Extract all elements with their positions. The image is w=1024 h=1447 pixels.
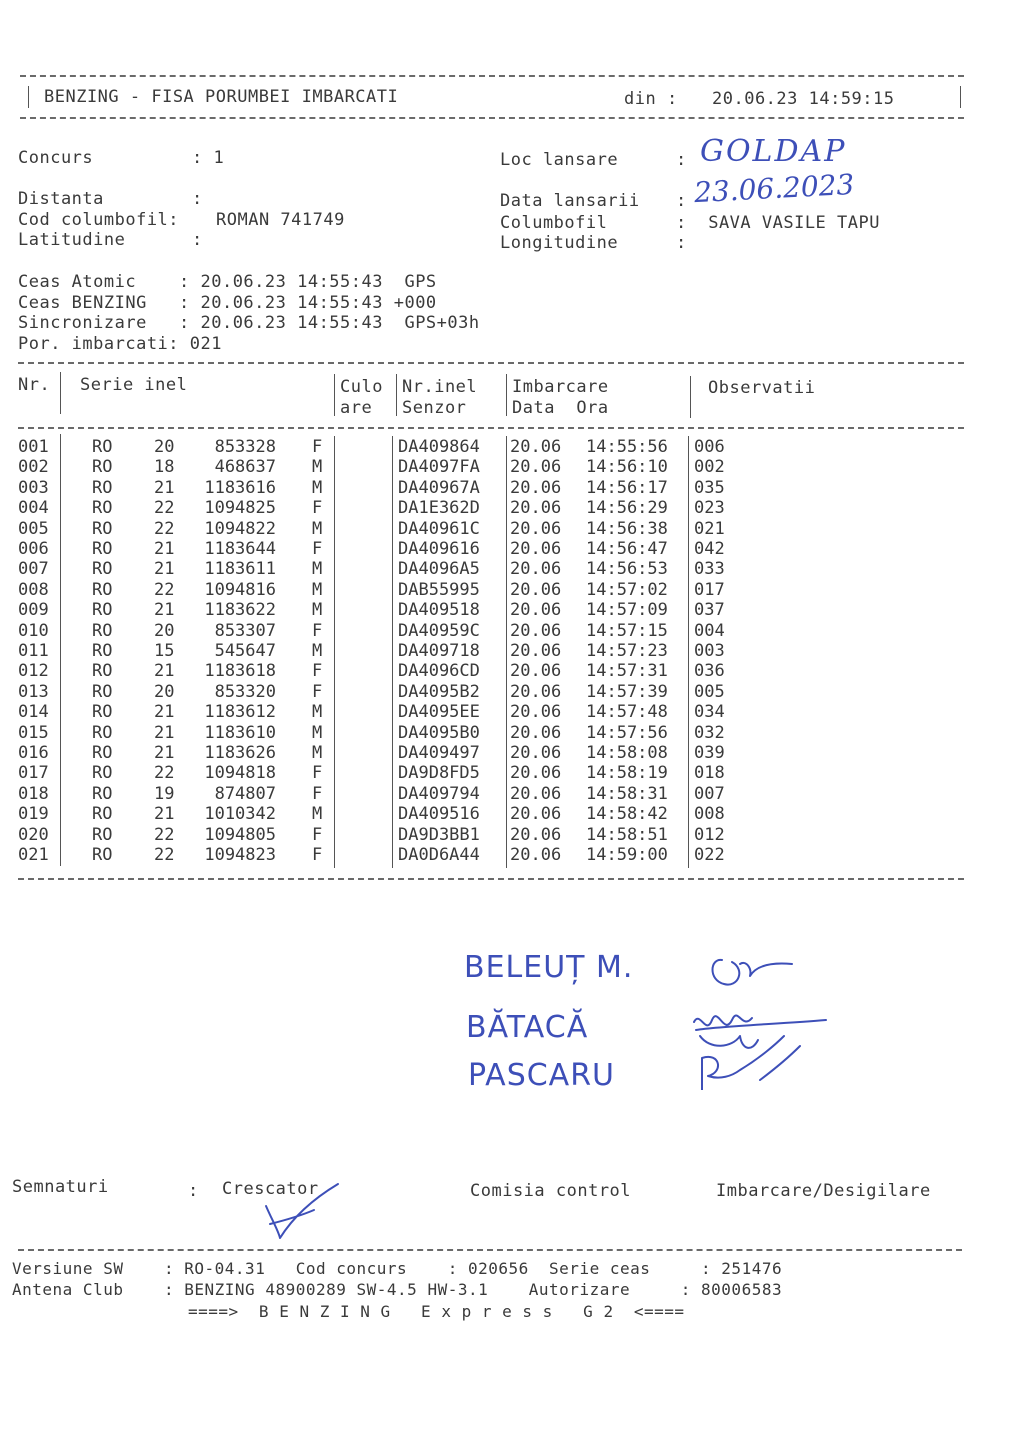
- document-title: BENZING - FISA PORUMBEI IMBARCATI: [44, 87, 399, 107]
- col-header-nrinel-1: Nr.inel: [402, 377, 478, 397]
- data-lansarii-label: Data lansarii: [500, 191, 640, 211]
- cell-observatii: 012: [694, 824, 725, 845]
- cell-nr: 002: [18, 457, 49, 478]
- cell-ring: 1094822: [204, 518, 276, 539]
- cell-sensor: DA409616: [398, 539, 480, 559]
- cell-date: 20.06: [510, 804, 562, 825]
- cell-sex: F: [312, 783, 323, 804]
- cell-year: 22: [154, 498, 175, 519]
- cell-observatii: 004: [694, 620, 725, 641]
- cell-date: 20.06: [510, 661, 562, 682]
- commission-signatures: [680, 940, 840, 1090]
- cell-nr: 017: [18, 763, 49, 784]
- cell-sex: F: [312, 845, 323, 865]
- table-row: [0, 845, 1024, 865]
- cell-year: 22: [154, 763, 175, 784]
- cell-sensor: DA409718: [398, 641, 480, 661]
- cell-year: 21: [154, 477, 175, 498]
- table-bottom-dashed-line: [18, 878, 964, 880]
- cell-country: RO: [92, 681, 113, 702]
- cell-nr: 013: [18, 681, 49, 702]
- cell-country: RO: [92, 641, 113, 661]
- cell-observatii: 003: [694, 641, 725, 661]
- cell-country: RO: [92, 702, 113, 723]
- din-label: din :: [624, 89, 678, 109]
- header-sep-4: [506, 374, 507, 416]
- cell-ring: 1183612: [204, 702, 276, 723]
- cell-sex: M: [312, 702, 323, 723]
- cell-ring: 874807: [214, 783, 276, 804]
- header-right-bar: [960, 86, 961, 108]
- cell-country: RO: [92, 518, 113, 539]
- cell-sensor: DA4095B0: [398, 722, 480, 743]
- header-sep-2: [334, 374, 335, 416]
- columbofil-value: : SAVA VASILE TAPU: [676, 213, 880, 233]
- cell-nr: 010: [18, 620, 49, 641]
- cell-year: 20: [154, 437, 175, 457]
- cell-time: 14:56:17: [586, 477, 668, 498]
- footer-dashed-line: [18, 1249, 962, 1251]
- cell-year: 22: [154, 824, 175, 845]
- cell-sex: F: [312, 763, 323, 784]
- header-sep-5: [690, 376, 691, 418]
- footer-line-1: Versiune SW : RO-04.31 Cod concurs : 020656 Serie ceas : 251476: [12, 1259, 783, 1278]
- cell-ring: 1183616: [204, 477, 276, 498]
- loc-lansare-label: Loc lansare: [500, 150, 619, 170]
- cell-nr: 012: [18, 661, 49, 682]
- cell-sensor: DA409497: [398, 743, 480, 763]
- cell-sex: F: [312, 437, 323, 457]
- loc-lansare-handwritten: GOLDAP: [700, 134, 847, 169]
- cell-country: RO: [92, 824, 113, 845]
- concurs-label: Concurs: [18, 148, 94, 168]
- data-lansarii-handwritten: 23.06.2023: [693, 167, 856, 210]
- cell-date: 20.06: [510, 620, 562, 641]
- cell-sex: F: [312, 620, 323, 641]
- table-row: [0, 519, 1024, 539]
- cell-ring: 853307: [214, 620, 276, 641]
- cell-sensor: DA40959C: [398, 620, 480, 641]
- col-header-imbarcare-2: Data Ora: [512, 398, 609, 418]
- cell-date: 20.06: [510, 498, 562, 519]
- cell-sensor: DA1E362D: [398, 498, 480, 519]
- cell-observatii: 002: [694, 457, 725, 478]
- cell-sensor: DA409516: [398, 804, 480, 825]
- col-header-observatii: Observatii: [708, 378, 816, 398]
- cell-time: 14:57:15: [586, 620, 668, 641]
- cell-year: 22: [154, 845, 175, 865]
- cell-observatii: 005: [694, 681, 725, 702]
- table-row: [0, 437, 1024, 457]
- cell-sex: M: [312, 804, 323, 825]
- cell-date: 20.06: [510, 457, 562, 478]
- concurs-value: : 1: [192, 148, 225, 168]
- col-header-serie: Serie inel: [80, 375, 188, 395]
- col-header-imbarcare-1: Imbarcare: [512, 377, 609, 397]
- cell-country: RO: [92, 498, 113, 519]
- cell-country: RO: [92, 539, 113, 559]
- cell-time: 14:58:51: [586, 824, 668, 845]
- table-row: [0, 804, 1024, 824]
- cell-observatii: 022: [694, 845, 725, 865]
- cell-year: 20: [154, 620, 175, 641]
- cell-country: RO: [92, 620, 113, 641]
- cell-country: RO: [92, 743, 113, 763]
- cell-ring: 1183626: [204, 743, 276, 763]
- cell-ring: 1183610: [204, 722, 276, 743]
- cell-year: 21: [154, 722, 175, 743]
- handwritten-name-2: BĂTACĂ: [466, 1010, 589, 1045]
- cell-time: 14:56:29: [586, 498, 668, 519]
- header-bottom-dashed-line: [20, 117, 964, 119]
- table-row: [0, 478, 1024, 498]
- cell-sex: F: [312, 681, 323, 702]
- cell-country: RO: [92, 845, 113, 865]
- cell-nr: 019: [18, 804, 49, 825]
- table-top-dashed-line: [18, 362, 964, 364]
- cell-time: 14:57:09: [586, 600, 668, 621]
- col-header-nr: Nr.: [18, 375, 51, 395]
- cell-country: RO: [92, 763, 113, 784]
- cell-observatii: 039: [694, 743, 725, 763]
- cell-observatii: 032: [694, 722, 725, 743]
- cell-time: 14:58:19: [586, 763, 668, 784]
- cell-date: 20.06: [510, 477, 562, 498]
- table-row: [0, 825, 1024, 845]
- cell-observatii: 034: [694, 702, 725, 723]
- cell-observatii: 007: [694, 783, 725, 804]
- cell-time: 14:56:47: [586, 539, 668, 559]
- cell-year: 21: [154, 539, 175, 559]
- imbarcare-desigilare-label: Imbarcare/Desigilare: [716, 1181, 931, 1201]
- cell-nr: 008: [18, 579, 49, 600]
- cell-sensor: DA4096A5: [398, 559, 480, 580]
- longitudine-label: Longitudine: [500, 233, 619, 253]
- header-left-bar: [28, 86, 29, 108]
- cell-country: RO: [92, 457, 113, 478]
- cell-observatii: 036: [694, 661, 725, 682]
- cell-sensor: DA4096CD: [398, 661, 480, 682]
- cell-observatii: 006: [694, 437, 725, 457]
- latitudine-label: Latitudine: [18, 230, 126, 250]
- cell-nr: 009: [18, 600, 49, 621]
- cell-observatii: 017: [694, 579, 725, 600]
- cell-year: 21: [154, 702, 175, 723]
- din-timestamp: 20.06.23 14:59:15: [712, 89, 895, 109]
- cell-time: 14:57:39: [586, 681, 668, 702]
- header-sep-3: [396, 374, 397, 416]
- sincronizare-line: Sincronizare : 20.06.23 14:55:43 GPS+03h: [18, 313, 480, 333]
- cell-sensor: DAB55995: [398, 579, 480, 600]
- top-dashed-line: [20, 75, 964, 77]
- cell-time: 14:57:23: [586, 641, 668, 661]
- cell-nr: 016: [18, 743, 49, 763]
- distanta-value: :: [192, 189, 203, 209]
- cell-ring: 853328: [214, 437, 276, 457]
- cell-time: 14:57:56: [586, 722, 668, 743]
- cell-ring: 1094816: [204, 579, 276, 600]
- table-row: [0, 784, 1024, 804]
- table-row: [0, 641, 1024, 661]
- table-row: [0, 457, 1024, 477]
- cell-sex: F: [312, 539, 323, 559]
- cell-observatii: 033: [694, 559, 725, 580]
- cell-country: RO: [92, 804, 113, 825]
- table-row: [0, 723, 1024, 743]
- cell-country: RO: [92, 722, 113, 743]
- cell-year: 18: [154, 457, 175, 478]
- col-header-culoare-1: Culo: [340, 377, 383, 397]
- cell-date: 20.06: [510, 681, 562, 702]
- cell-sensor: DA409518: [398, 600, 480, 621]
- cell-time: 14:56:38: [586, 518, 668, 539]
- cell-date: 20.06: [510, 722, 562, 743]
- cell-sex: M: [312, 518, 323, 539]
- distanta-label: Distanta: [18, 189, 104, 209]
- table-row: [0, 661, 1024, 681]
- footer-line-2: Antena Club : BENZING 48900289 SW-4.5 HW-3.1 Autorizare : 80006583: [12, 1280, 783, 1299]
- cell-time: 14:58:08: [586, 743, 668, 763]
- semnaturi-colon: :: [188, 1181, 199, 1201]
- cell-observatii: 023: [694, 498, 725, 519]
- cell-date: 20.06: [510, 763, 562, 784]
- cell-time: 14:58:42: [586, 804, 668, 825]
- cell-time: 14:55:56: [586, 437, 668, 457]
- cell-ring: 1094823: [204, 845, 276, 865]
- cell-nr: 007: [18, 559, 49, 580]
- table-row: [0, 702, 1024, 722]
- por-imbarcati-line: Por. imbarcati: 021: [18, 334, 222, 354]
- cell-time: 14:56:10: [586, 457, 668, 478]
- table-row: [0, 682, 1024, 702]
- cell-country: RO: [92, 579, 113, 600]
- cell-time: 14:57:48: [586, 702, 668, 723]
- data-lansarii-colon: :: [676, 191, 687, 211]
- cell-ring: 468637: [214, 457, 276, 478]
- ceas-atomic-line: Ceas Atomic : 20.06.23 14:55:43 GPS: [18, 272, 437, 292]
- cell-sex: M: [312, 722, 323, 743]
- cell-ring: 1010342: [204, 804, 276, 825]
- cell-time: 14:57:31: [586, 661, 668, 682]
- cell-ring: 1183622: [204, 600, 276, 621]
- table-row: [0, 539, 1024, 559]
- cell-date: 20.06: [510, 518, 562, 539]
- loc-lansare-colon: :: [676, 150, 687, 170]
- footer-line-3: ====> B E N Z I N G E x p r e s s G 2 <====: [188, 1302, 685, 1321]
- cod-columbofil-value: ROMAN 741749: [216, 210, 345, 230]
- comisia-control-label: Comisia control: [470, 1181, 632, 1201]
- cell-ring: 1183644: [204, 539, 276, 559]
- table-row: [0, 600, 1024, 620]
- cell-time: 14:59:00: [586, 845, 668, 865]
- cell-observatii: 042: [694, 539, 725, 559]
- cod-columbofil-label: Cod columbofil:: [18, 210, 180, 230]
- cell-year: 21: [154, 804, 175, 825]
- longitudine-value: :: [676, 233, 687, 253]
- cell-observatii: 021: [694, 518, 725, 539]
- cell-sex: M: [312, 641, 323, 661]
- cell-year: 15: [154, 641, 175, 661]
- cell-observatii: 018: [694, 763, 725, 784]
- handwritten-name-1: BELEUȚ M.: [464, 950, 634, 985]
- ceas-benzing-line: Ceas BENZING : 20.06.23 14:55:43 +000: [18, 293, 437, 313]
- cell-sex: M: [312, 743, 323, 763]
- table-header-bottom-dashed-line: [18, 427, 964, 429]
- cell-sensor: DA9D3BB1: [398, 824, 480, 845]
- cell-country: RO: [92, 559, 113, 580]
- cell-year: 22: [154, 579, 175, 600]
- cell-sensor: DA40967A: [398, 477, 480, 498]
- cell-sex: M: [312, 559, 323, 580]
- cell-nr: 011: [18, 641, 49, 661]
- cell-year: 22: [154, 518, 175, 539]
- cell-nr: 014: [18, 702, 49, 723]
- cell-ring: 1183611: [204, 559, 276, 580]
- cell-nr: 015: [18, 722, 49, 743]
- col-header-nrinel-2: Senzor: [402, 398, 467, 418]
- semnaturi-label: Semnaturi: [12, 1177, 109, 1197]
- cell-time: 14:58:31: [586, 783, 668, 804]
- cell-sex: F: [312, 824, 323, 845]
- cell-nr: 018: [18, 783, 49, 804]
- cell-nr: 005: [18, 518, 49, 539]
- cell-date: 20.06: [510, 600, 562, 621]
- cell-sensor: DA409864: [398, 437, 480, 457]
- cell-nr: 021: [18, 845, 49, 865]
- latitudine-value: :: [192, 230, 203, 250]
- handwritten-name-3: PASCARU: [468, 1058, 616, 1093]
- header-sep-1: [60, 372, 61, 414]
- cell-date: 20.06: [510, 743, 562, 763]
- cell-year: 21: [154, 559, 175, 580]
- columbofil-label: Columbofil: [500, 213, 608, 233]
- cell-time: 14:57:02: [586, 579, 668, 600]
- cell-country: RO: [92, 477, 113, 498]
- col-header-culoare-2: are: [340, 398, 373, 418]
- cell-date: 20.06: [510, 539, 562, 559]
- cell-ring: 1094805: [204, 824, 276, 845]
- crescator-signature: [256, 1180, 346, 1250]
- cell-date: 20.06: [510, 641, 562, 661]
- cell-nr: 020: [18, 824, 49, 845]
- cell-observatii: 035: [694, 477, 725, 498]
- cell-sex: F: [312, 661, 323, 682]
- cell-ring: 1094825: [204, 498, 276, 519]
- cell-ring: 853320: [214, 681, 276, 702]
- cell-date: 20.06: [510, 845, 562, 865]
- table-row: [0, 580, 1024, 600]
- cell-sex: M: [312, 477, 323, 498]
- cell-sex: F: [312, 498, 323, 519]
- table-row: [0, 621, 1024, 641]
- cell-year: 21: [154, 661, 175, 682]
- cell-year: 21: [154, 600, 175, 621]
- cell-country: RO: [92, 600, 113, 621]
- cell-observatii: 037: [694, 600, 725, 621]
- cell-sensor: DA40961C: [398, 518, 480, 539]
- cell-nr: 006: [18, 539, 49, 559]
- cell-year: 19: [154, 783, 175, 804]
- cell-year: 20: [154, 681, 175, 702]
- cell-sensor: DA409794: [398, 783, 480, 804]
- cell-date: 20.06: [510, 559, 562, 580]
- cell-nr: 004: [18, 498, 49, 519]
- table-row: [0, 559, 1024, 579]
- cell-date: 20.06: [510, 783, 562, 804]
- cell-date: 20.06: [510, 437, 562, 457]
- cell-country: RO: [92, 783, 113, 804]
- cell-date: 20.06: [510, 824, 562, 845]
- table-row: [0, 743, 1024, 763]
- cell-sex: M: [312, 457, 323, 478]
- cell-observatii: 008: [694, 804, 725, 825]
- cell-ring: 1094818: [204, 763, 276, 784]
- cell-sensor: DA4095EE: [398, 702, 480, 723]
- cell-sensor: DA4097FA: [398, 457, 480, 478]
- crescator-label: Crescator: [222, 1179, 319, 1199]
- cell-date: 20.06: [510, 579, 562, 600]
- cell-sensor: DA0D6A44: [398, 845, 480, 865]
- cell-sensor: DA4095B2: [398, 681, 480, 702]
- cell-sex: M: [312, 600, 323, 621]
- cell-sensor: DA9D8FD5: [398, 763, 480, 784]
- cell-country: RO: [92, 661, 113, 682]
- cell-sex: M: [312, 579, 323, 600]
- cell-country: RO: [92, 437, 113, 457]
- table-row: [0, 498, 1024, 518]
- cell-ring: 1183618: [204, 661, 276, 682]
- cell-nr: 001: [18, 437, 49, 457]
- cell-date: 20.06: [510, 702, 562, 723]
- cell-ring: 545647: [214, 641, 276, 661]
- cell-nr: 003: [18, 477, 49, 498]
- cell-year: 21: [154, 743, 175, 763]
- table-row: [0, 763, 1024, 783]
- cell-time: 14:56:53: [586, 559, 668, 580]
